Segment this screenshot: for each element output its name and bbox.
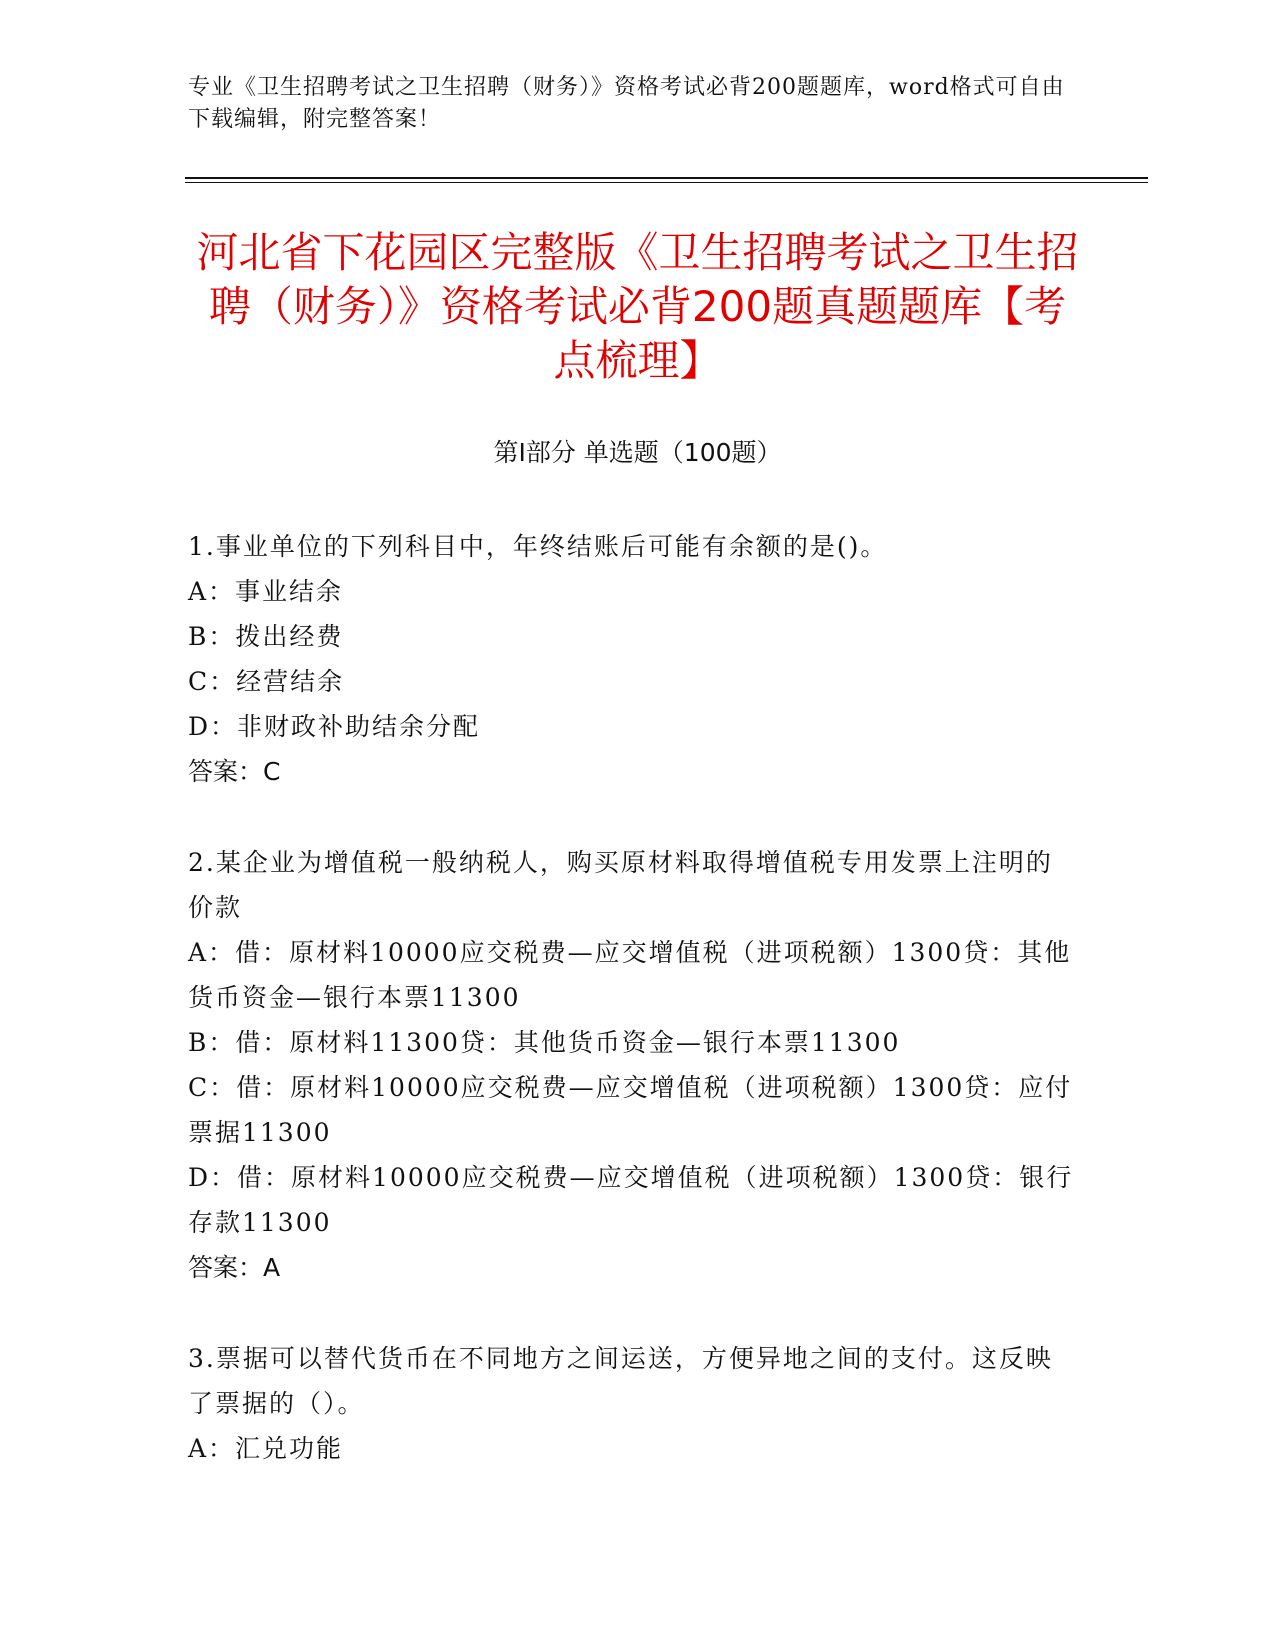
question-answer: 答案：C xyxy=(188,757,281,786)
header-divider-thick xyxy=(185,177,1148,179)
question-stem: 3.票据可以替代货币在不同地方之间运送，方便异地之间的支付。这反映了票据的（）。 xyxy=(188,1344,1053,1418)
question-3 xyxy=(188,1336,1078,1471)
question-option-b: B：借：原材料11300贷：其他货币资金—银行本票11300 xyxy=(188,1028,901,1057)
question-option-c: C：借：原材料10000应交税费—应交增值税（进项税额）1300贷：应付票据11300 xyxy=(188,1073,1073,1147)
question-option-d: D：非财政补助结余分配 xyxy=(188,712,481,741)
question-answer: 答案：A xyxy=(188,1253,281,1282)
question-option-c: C：经营结余 xyxy=(188,667,345,696)
question-option-a: A：借：原材料10000应交税费—应交增值税（进项税额）1300贷：其他货币资金—银行本票11300 xyxy=(188,938,1072,1012)
question-stem: 2.某企业为增值税一般纳税人，购买原材料取得增值税专用发票上注明的价款 xyxy=(188,848,1053,922)
section-heading: 第I部分 单选题（100题） xyxy=(493,438,782,467)
question-2 xyxy=(188,840,1078,1290)
question-stem: 1.事业单位的下列科目中，年终结账后可能有余额的是()。 xyxy=(188,532,888,561)
header-note: 专业《卫生招聘考试之卫生招聘（财务）》资格考试必背200题题库，word格式可自由下载编辑，附完整答案！ xyxy=(188,75,1065,132)
question-list xyxy=(188,524,1078,1517)
question-option-a: A：汇兑功能 xyxy=(188,1434,344,1463)
header-divider-thin xyxy=(185,182,1148,183)
question-option-d: D：借：原材料10000应交税费—应交增值税（进项税额）1300贷：银行存款11300 xyxy=(188,1163,1074,1237)
document-title: 河北省下花园区完整版《卫生招聘考试之卫生招聘（财务）》资格考试必背200题真题题库【考点梳理】 xyxy=(196,228,1079,385)
question-option-b: B：拨出经费 xyxy=(188,622,344,651)
question-option-a: A：事业结余 xyxy=(188,577,344,606)
question-1 xyxy=(188,524,1078,794)
